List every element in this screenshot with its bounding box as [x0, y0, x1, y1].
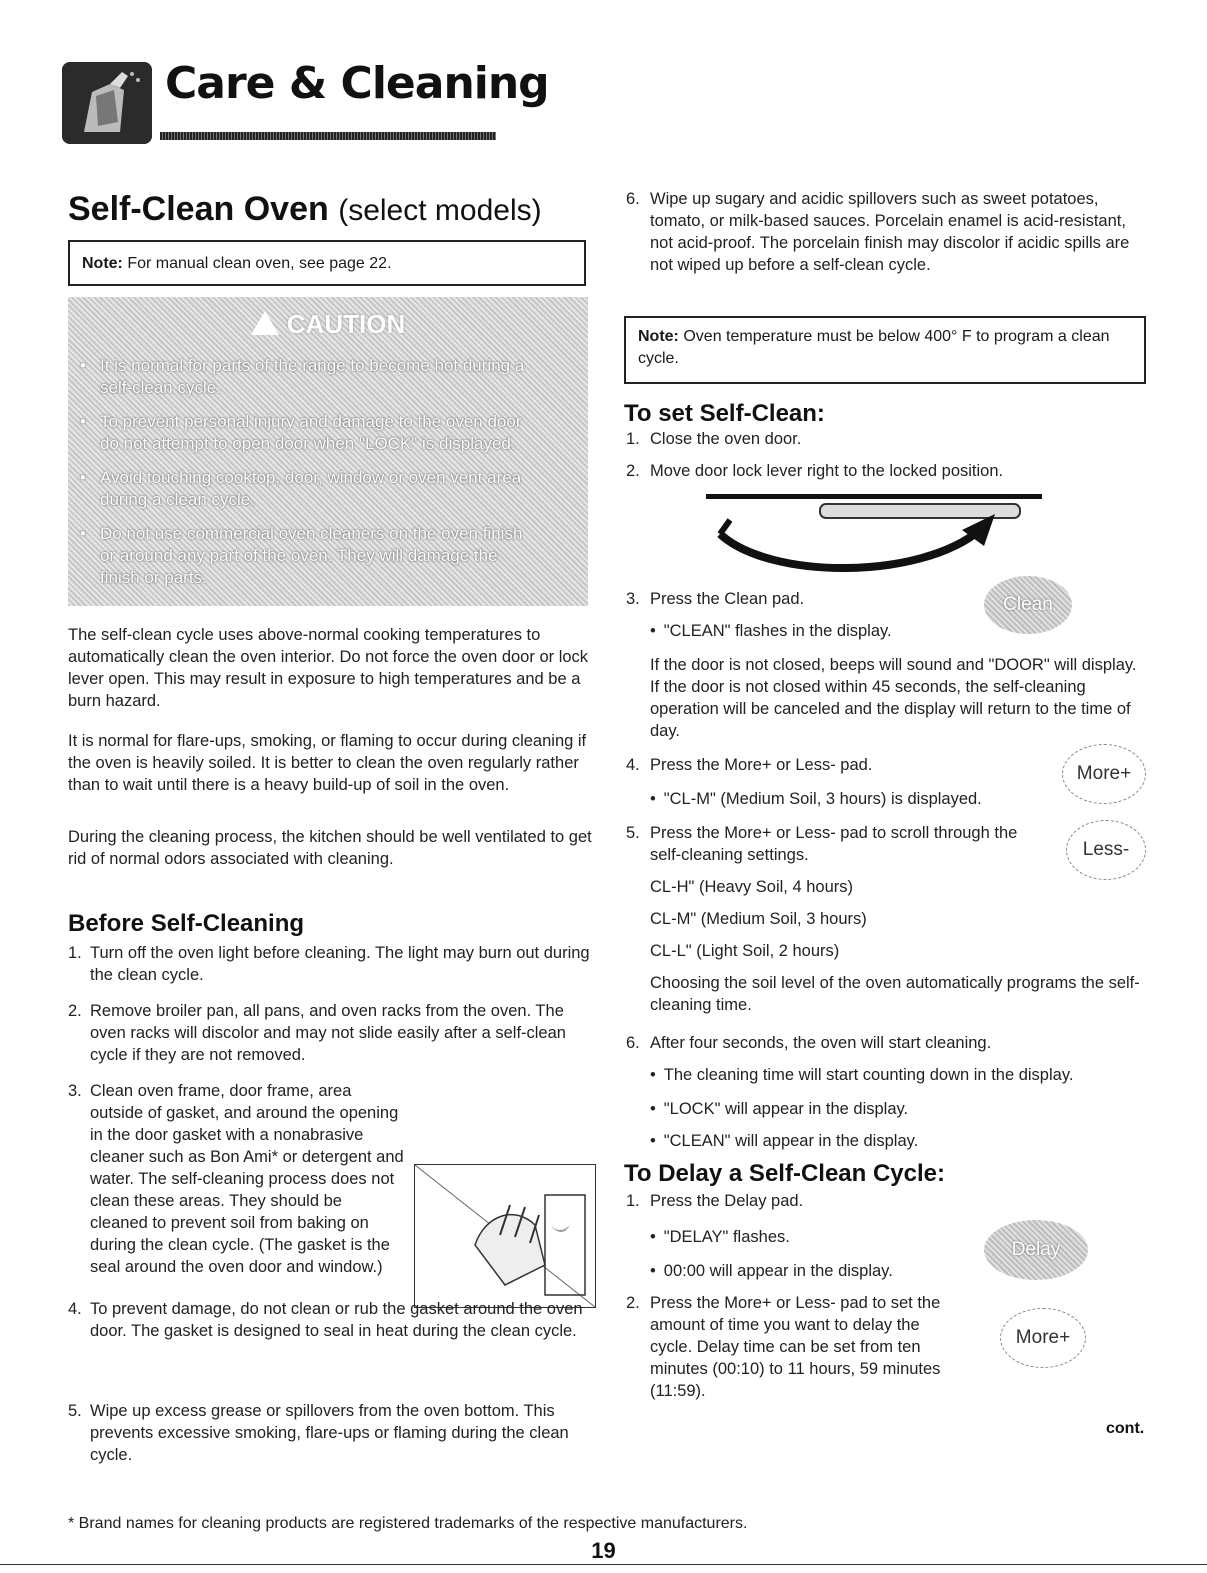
step-text: Wipe up excess grease or spillovers from the oven bottom. This prevents excessive smoking, flare-ups or flaming during the clean cycle. — [90, 1402, 569, 1464]
step-number: 4. — [626, 756, 640, 774]
note-box — [68, 240, 586, 286]
caution-item: • It is normal for parts of the range to become hot during a self-clean cycle. — [80, 355, 580, 399]
caution-item-line: do not attempt to open door when "LOCK" is displayed. — [100, 434, 516, 453]
delay-step — [626, 1292, 966, 1402]
before-step — [68, 1000, 594, 1066]
delay-heading: To Delay a Self-Clean Cycle: — [624, 1160, 945, 1187]
step-text: Wipe up sugary and acidic spillovers such as sweet potatoes, tomato, or milk-based sauces. Porcelain enamel is acid-resistant, not acid-proof. The porcelain finish may discolor if acidic spills are not wiped up before a self-clean cycle. — [650, 190, 1130, 274]
step-text: Press the More+ or Less- pad to set the amount of time you want to delay the cycle. Delay time can be set from ten minutes (00:10) to 11 hours, 59 minutes (11:59). — [650, 1294, 941, 1400]
before-heading: Before Self-Cleaning — [68, 910, 305, 937]
clean-pad-icon — [984, 576, 1072, 634]
caution-item-line: or around any part of the oven. They will damage the — [100, 546, 498, 565]
step-text: To prevent damage, do not clean or rub the gasket around the oven door. The gasket is designed to seal in heat during the clean cycle. — [90, 1300, 583, 1340]
step-number: 6. — [626, 190, 640, 208]
step-number: 1. — [626, 1192, 640, 1210]
step-number: 4. — [68, 1300, 82, 1318]
bullet: • "CLEAN" will appear in the display. — [650, 1130, 1150, 1152]
section-heading-text: Self-Clean Oven — [68, 190, 329, 228]
set-step — [626, 822, 1046, 866]
bullet: • "CLEAN" flashes in the display. — [650, 620, 970, 642]
section-heading-sub: (select models) — [338, 194, 542, 227]
step-number: 3. — [626, 590, 640, 608]
less-pad-icon — [1066, 820, 1146, 880]
caution-title — [68, 309, 588, 340]
more-pad-label: More+ — [1015, 1327, 1071, 1348]
footnote: * Brand names for cleaning products are registered trademarks of the respective manufacturers. — [68, 1515, 748, 1532]
note-text: Oven temperature must be below 400° F to program a clean cycle. — [638, 328, 1110, 367]
page-title: Care & Cleaning — [165, 58, 549, 109]
step-text: Press the Delay pad. — [650, 1192, 804, 1210]
door-lock-lever-diagram — [700, 490, 1050, 580]
continued-label: cont. — [1106, 1420, 1145, 1437]
caution-item-line: self-clean cycle. — [100, 378, 221, 397]
page-number: 19 — [591, 1538, 616, 1563]
bullet: • "LOCK" will appear in the display. — [650, 1098, 1150, 1120]
bullet: • "DELAY" flashes. — [650, 1226, 970, 1248]
caution-item-line: To prevent personal injury and damage to the oven door — [100, 412, 522, 431]
more-pad-label: More+ — [1076, 763, 1132, 784]
step-text: Close the oven door. — [650, 430, 802, 448]
soil-level-line: CL-M" (Medium Soil, 3 hours) — [650, 910, 867, 928]
caution-title-text: CAUTION — [286, 309, 406, 339]
paragraph: It is normal for flare-ups, smoking, or flaming to occur during cleaning if the oven is heavily soiled. It is better to clean the oven regularly rather than to wait until there is a heavy build-up of soil in the oven. — [68, 732, 587, 794]
delay-pad-label: Delay — [1011, 1239, 1061, 1260]
caution-item-line: finish or parts. — [100, 568, 207, 587]
step-text: After four seconds, the oven will start cleaning. — [650, 1034, 992, 1052]
step-number: 1. — [626, 430, 640, 448]
step-text: Press the More+ or Less- pad to scroll through the self-cleaning settings. — [650, 824, 1018, 864]
pre-clean-step — [626, 188, 1146, 276]
step-number: 2. — [626, 1294, 640, 1312]
delay-step — [626, 1190, 956, 1212]
note-text: For manual clean oven, see page 22. — [127, 255, 392, 272]
note-label: Note: — [82, 255, 123, 272]
before-step — [68, 942, 594, 986]
caution-box — [68, 297, 588, 606]
step-text: Move door lock lever right to the locked position. — [650, 462, 1004, 480]
clean-pad-label: Clean — [1003, 594, 1053, 615]
more-pad-icon — [1000, 1308, 1086, 1368]
caution-item: • Do not use commercial oven cleaners on the oven finish or around any part of the oven. They will damage the finish or parts. — [80, 523, 580, 589]
caution-item-line: It is normal for parts of the range to become hot during a — [100, 356, 525, 375]
caution-item-line: Avoid touching cooktop, door, window or oven vent area — [100, 468, 522, 487]
bottom-rule — [0, 1564, 1207, 1565]
step-number: 3. — [68, 1082, 82, 1100]
step-number: 5. — [68, 1402, 82, 1420]
set-heading: To set Self-Clean: — [624, 400, 825, 427]
set-step — [626, 754, 1046, 776]
step-number: 2. — [626, 462, 640, 480]
step-text: Turn off the oven light before cleaning. The light may burn out during the clean cycle. — [90, 944, 590, 984]
step-number: 2. — [68, 1002, 82, 1020]
bullet: • "CL-M" (Medium Soil, 3 hours) is displayed. — [650, 788, 1050, 810]
section-heading — [68, 190, 542, 229]
note-box — [624, 316, 1146, 384]
before-step — [68, 1400, 594, 1466]
delay-pad-icon — [984, 1220, 1088, 1280]
bullet: • 00:00 will appear in the display. — [650, 1260, 970, 1282]
paragraph: If the door is not closed, beeps will sound and "DOOR" will display. If the door is not closed within 45 seconds, the self-cleaning operation will be canceled and the display will return to the time of day. — [650, 656, 1137, 740]
more-pad-icon — [1062, 744, 1146, 804]
step-number: 5. — [626, 824, 640, 842]
note-label: Note: — [638, 328, 679, 345]
paragraph: Choosing the soil level of the oven automatically programs the self-cleaning time. — [650, 974, 1140, 1014]
paragraph: The self-clean cycle uses above-normal cooking temperatures to automatically clean the oven interior. Do not force the oven door or lock lever open. This may result in exposure to high temperatures and be a burn hazard. — [68, 626, 589, 710]
step-number: 1. — [68, 944, 82, 962]
before-step — [68, 1298, 594, 1342]
warning-icon — [251, 311, 279, 335]
set-step — [626, 588, 956, 610]
step-text: Press the More+ or Less- pad. — [650, 756, 873, 774]
caution-item-line: during a clean cycle. — [100, 490, 255, 509]
caution-item: • Avoid touching cooktop, door, window or oven vent area during a clean cycle. — [80, 467, 580, 511]
cleaning-spray-icon — [62, 62, 152, 144]
paragraph: During the cleaning process, the kitchen should be well ventilated to get rid of normal odors associated with cleaning. — [68, 828, 592, 868]
soil-level-line: CL-H" (Heavy Soil, 4 hours) — [650, 878, 854, 896]
soil-level-line: CL-L" (Light Soil, 2 hours) — [650, 942, 840, 960]
set-step — [626, 460, 1146, 482]
caution-item-line: Do not use commercial oven cleaners on the oven finish — [100, 524, 523, 543]
step-text: Press the Clean pad. — [650, 590, 805, 608]
caution-item: • To prevent personal injury and damage to the oven door do not attempt to open door when "LOCK" is displayed. — [80, 411, 580, 455]
step-text: Clean oven frame, door frame, area outside of gasket, and around the opening in the door gasket with a nonabrasive cleaner such as Bon Ami* or detergent and water. The self-cleaning process does not clean these areas. They should be cleaned to prevent soil from baking on during the clean cycle. (The gasket is the seal around the oven door and window.) — [90, 1082, 404, 1276]
bullet: • The cleaning time will start counting down in the display. — [650, 1064, 1150, 1086]
step-text: Remove broiler pan, all pans, and oven racks from the oven. The oven racks will discolor and may not slide easily after a self-clean cycle if they are not removed. — [90, 1002, 566, 1064]
set-step — [626, 428, 1146, 450]
less-pad-label: Less- — [1082, 839, 1130, 860]
title-underline — [160, 132, 496, 140]
gasket-illustration — [414, 1164, 596, 1308]
set-step — [626, 1032, 1146, 1054]
step-number: 6. — [626, 1034, 640, 1052]
